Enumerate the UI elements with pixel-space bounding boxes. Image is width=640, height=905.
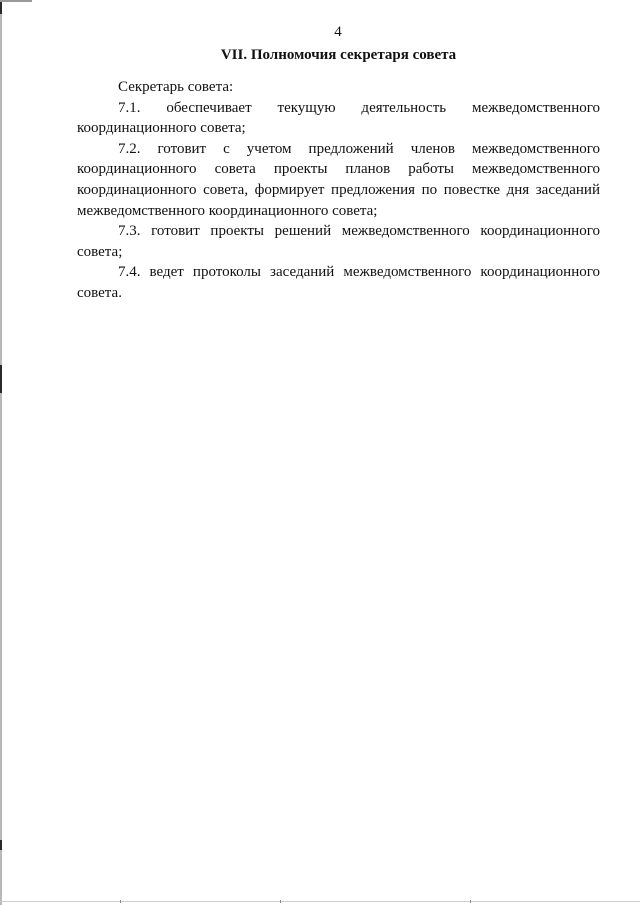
list-item — [77, 139, 600, 221]
list-item — [77, 98, 600, 139]
section-body — [77, 77, 600, 304]
text-line: 7.1. обеспечивает текущую деятельность межведомственного — [118, 99, 600, 116]
scan-edge-mark — [0, 840, 2, 850]
text-line: 7.4. ведет протоколы заседаний межведомственного координационного — [118, 264, 600, 281]
scan-bottom-tick — [280, 900, 281, 903]
scan-bottom-tick — [120, 900, 121, 903]
intro-paragraph: Секретарь совета: — [118, 79, 234, 95]
section-title: VII. Полномочия секретаря совета — [220, 47, 457, 63]
page-number: 4 — [334, 24, 342, 40]
text-line: координационного совета; — [77, 120, 246, 137]
scan-top-edge — [0, 0, 32, 2]
list-item — [77, 262, 600, 303]
scan-left-edge — [0, 0, 2, 905]
text-line: совета. — [77, 284, 122, 301]
text-line: координационного совета проекты планов работы межведомственного — [77, 161, 600, 178]
scan-bottom-edge — [0, 901, 640, 902]
text-line: 7.2. готовит с учетом предложений членов межведомственного — [118, 140, 600, 157]
text-line: межведомственного координационного совета; — [77, 202, 378, 219]
scan-edge-mark — [0, 0, 2, 14]
scan-bottom-tick — [470, 900, 471, 903]
scan-edge-mark — [0, 365, 2, 393]
text-line: 7.3. готовит проекты решений межведомственного координационного — [118, 223, 600, 240]
text-line: совета; — [77, 243, 123, 260]
text-line: координационного совета, формирует предложения по повестке дня заседаний — [77, 181, 600, 198]
list-item — [77, 221, 600, 262]
